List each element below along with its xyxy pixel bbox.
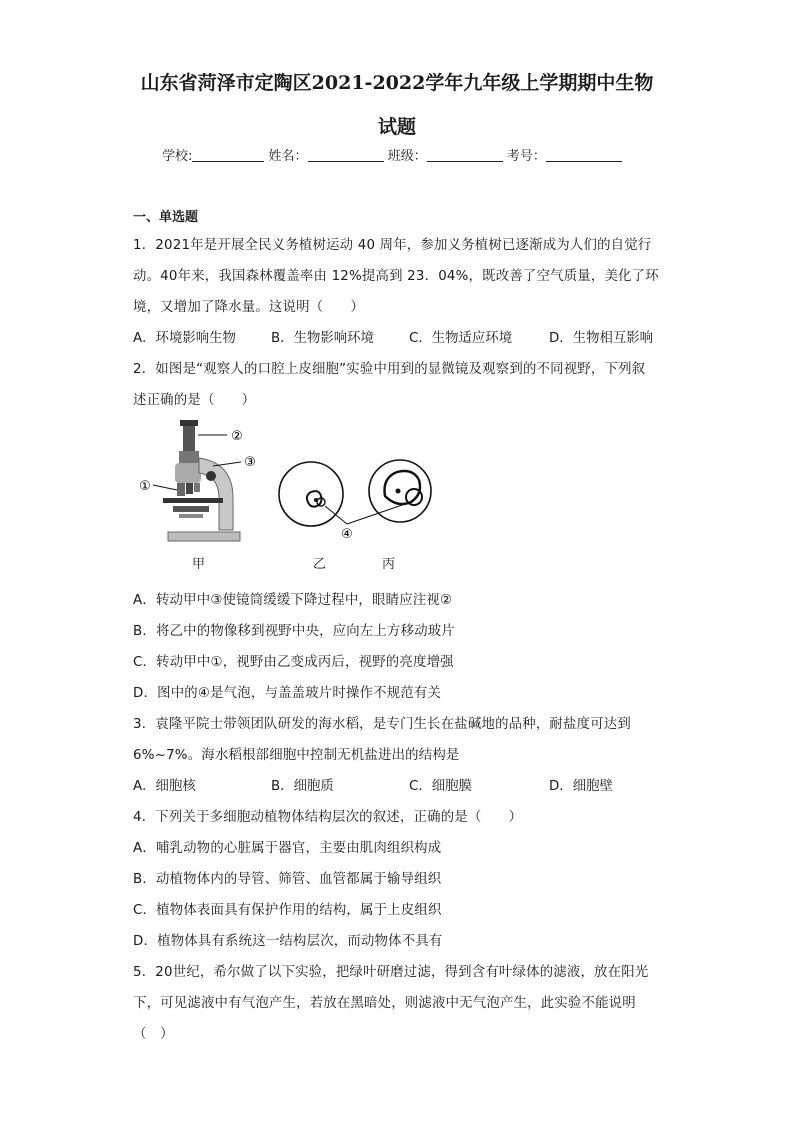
label-1: ①: [139, 479, 151, 494]
student-info-row: [162, 145, 622, 164]
q5-line1: 5．20世纪，希尔做了以下实验，把绿叶研磨过滤，得到含有叶绿体的滤液，放在阳光: [133, 965, 649, 980]
q1-line3: 境，又增加了降水量。这说明（ ）: [133, 300, 365, 315]
q2-option-b: B．将乙中的物像移到视野中央，应向左上方移动玻片: [133, 624, 455, 639]
q2-option-c: C．转动甲中①，视野由乙变成丙后，视野的亮度增强: [133, 655, 454, 670]
exam-no-label: 考号：: [506, 149, 546, 164]
label-3: ③: [244, 455, 256, 470]
page-title: 山东省菏泽市定陶区2021-2022学年九年级上学期期中生物: [140, 72, 654, 94]
fig-label-yi: 乙: [313, 557, 327, 572]
q2-option-a: A．转动甲中③使镜筒缓缓下降过程中，眼睛应注视②: [133, 593, 453, 608]
q3-line2: 6%~7%。海水稻根部细胞中控制无机盐进出的结构是: [133, 748, 460, 763]
q1-option-a: A．环境影响生物: [133, 331, 236, 346]
school-label: 学校:: [162, 149, 193, 164]
q1-line1: 1．2021年是开展全民义务植树运动 40 周年，参加义务植树已逐渐成为人们的自觉行: [133, 238, 652, 253]
q1-option-b: B．生物影响环境: [271, 331, 374, 346]
q2-option-d: D．图中的④是气泡，与盖盖玻片时操作不规范有关: [133, 686, 442, 701]
fig-label-jia: 甲: [192, 557, 206, 572]
exam-no-blank: [546, 147, 622, 162]
class-blank: [427, 147, 503, 162]
q5-line3: （ ）: [133, 1027, 174, 1042]
q4-line1: 4．下列关于多细胞动植物体结构层次的叙述，正确的是（ ）: [133, 810, 523, 825]
q4-option-d: D．植物体具有系统这一结构层次，而动物体不具有: [133, 934, 443, 949]
school-blank: [192, 147, 264, 162]
class-label: 班级：: [387, 149, 427, 164]
q3-option-d: D．细胞壁: [549, 779, 613, 794]
q4-option-b: B．动植物体内的导管、筛管、血管都属于输导组织: [133, 872, 442, 887]
microscope-illustration: [153, 420, 241, 541]
view-yi: [279, 462, 343, 526]
fig-label-bing: 丙: [382, 557, 396, 572]
label-2: ②: [231, 429, 243, 444]
q4-option-c: C．植物体表面具有保护作用的结构，属于上皮组织: [133, 903, 442, 918]
q1-line2: 动。40年来，我国森林覆盖率由 12%提高到 23．04%，既改善了空气质量，美化了环: [133, 269, 659, 284]
page-title-line2: 试题: [377, 116, 416, 138]
name-blank: [308, 147, 384, 162]
microscope-figure: [133, 418, 453, 553]
q3-line1: 3．袁隆平院士带领团队研发的海水稻，是专门生长在盐碱地的品种，耐盐度可达到: [133, 717, 631, 732]
q5-line2: 下，可见滤液中有气泡产生，若放在黑暗处，则滤液中无气泡产生，此实验不能说明: [133, 996, 636, 1011]
q1-option-d: D．生物相互影响: [549, 331, 654, 346]
q1-options: [133, 327, 653, 346]
q2-line1: 2．如图是“观察人的口腔上皮细胞”实验中用到的显微镜及观察到的不同视野，下列叙: [133, 362, 646, 377]
q4-option-a: A．哺乳动物的心脏属于器官，主要由肌肉组织构成: [133, 841, 442, 856]
q2-line2: 述正确的是（ ）: [133, 393, 256, 408]
q1-option-c: C．生物适应环境: [409, 331, 513, 346]
label-4: ④: [341, 527, 353, 542]
q3-option-a: A．细胞核: [133, 779, 196, 794]
q3-option-c: C．细胞膜: [409, 779, 472, 794]
section-title: 一、单选题: [133, 210, 199, 225]
name-label: 姓名：: [268, 149, 308, 164]
q3-options: [133, 775, 613, 794]
q3-option-b: B．细胞质: [271, 779, 334, 794]
